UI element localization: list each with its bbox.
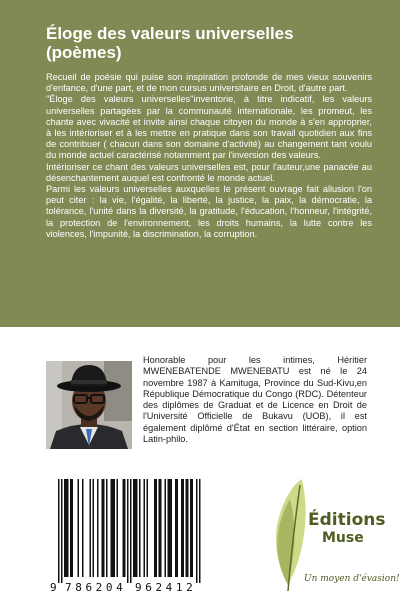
barcode-bar (78, 479, 80, 577)
book-title (46, 24, 372, 62)
barcode-bar (102, 479, 104, 577)
barcode-bar (183, 479, 185, 577)
barcode-bar (135, 479, 137, 577)
barcode-bar (154, 479, 156, 577)
barcode-bar (67, 479, 69, 577)
barcode-bar (127, 479, 129, 583)
barcode-bar (124, 479, 126, 577)
blurb-paragraph-3: Intérioriser ce chant des valeurs universelles est, pour l'auteur,une panacée au désenchantement auquel est confronté le monde actuel. (46, 161, 372, 183)
publisher-name-line2: Muse (322, 530, 364, 546)
publisher-feather-logo (258, 473, 400, 597)
barcode-bar (106, 479, 108, 577)
barcode-bar (58, 479, 60, 583)
barcode-bar (196, 479, 198, 583)
barcode-bar (66, 479, 68, 577)
barcode-bar (156, 479, 158, 577)
isbn-barcode (46, 475, 210, 595)
barcode-bar (97, 479, 99, 577)
barcode-bar (93, 479, 95, 577)
publisher-logo (258, 473, 400, 597)
barcode-bar (61, 479, 63, 583)
barcode-bar (139, 479, 141, 577)
barcode-bar (114, 479, 116, 577)
barcode-digits-group1: 786204 (65, 581, 127, 594)
barcode-digits-group2: 962412 (135, 581, 197, 594)
book-title-line2: (poèmes) (46, 43, 122, 62)
barcode-bar (190, 479, 192, 577)
barcode-bar (82, 479, 84, 577)
barcode-bar (103, 479, 105, 577)
barcode-digit-first: 9 (50, 581, 57, 594)
barcode-bar (192, 479, 194, 577)
barcode-bar (165, 479, 167, 577)
author-portrait-illustration (46, 361, 132, 449)
barcode-bar (64, 479, 66, 577)
barcode-bar (171, 479, 173, 577)
barcode-bar (160, 479, 162, 577)
author-section (0, 327, 400, 600)
author-photo (46, 361, 132, 449)
barcode-bar (169, 479, 171, 577)
barcode-bar (187, 479, 189, 577)
barcode-bar (70, 479, 72, 577)
barcode-bar (199, 479, 201, 583)
barcode-bar (130, 479, 132, 583)
barcode-bar (111, 479, 113, 577)
barcode-bar (186, 479, 188, 577)
barcode-bar (72, 479, 74, 577)
barcode-bar (136, 479, 138, 577)
blurb-text (46, 72, 372, 240)
publisher-name-line1: Éditions (308, 510, 386, 530)
blurb-paragraph-4: Parmi les valeurs universelles auxquelles le présent ouvrage fait allusion l'on peut citer : la vie, l'égalité, la liberté, la justice, la paix, la démocratie, la tolérance, l'unité dans la diversité, la gratitude, l'éducation, l'honneur, l'intégrité, la protection de l'environnement, les droits humains, la lutte contre les violences, l'impunité, la discrimination, la corruption. (46, 184, 372, 239)
barcode-bar (168, 479, 170, 577)
barcode-bar (177, 479, 179, 577)
barcode-bar (147, 479, 149, 577)
barcode-bar (117, 479, 119, 577)
barcode-bar (181, 479, 183, 577)
barcode-bar (144, 479, 146, 577)
publisher-slogan: Un moyen d'évasion! (304, 574, 400, 584)
barcode-bar (159, 479, 161, 577)
barcode-bar (112, 479, 114, 577)
author-bio: Honorable pour les intimes, Héritier MWENEBATENDE MWENEBATU est né le 24 novembre 1987 à Kamituga, Province du Sud-Kivu,en République Démocratique du Congo (RDC). Détenteur des diplômes de Graduat et de Licence en Droit de l'Université Officielle de Bukavu (UOB), il est également diplômé d'État en section littéraire, option Latin-philo. (143, 355, 367, 445)
blurb-paragraph-2: "Éloge des valeurs universelles"inventorie, à titre indicatif, les valeurs universelles partagées par la communauté internationale, les promeut, les chante avec vivacité et invite ainsi chaque citoyen du monde à s'en approprier, à les intérioriser et à les mettre en pratique dans son travail quotidien aux fins de contribuer ( chacun dans son domaine d'activité) au changement tant voulu du monde actuel caractérisé notamment par l'inversion des valeurs. (46, 94, 372, 161)
barcode-bar (175, 479, 177, 577)
barcode-bar (90, 479, 92, 577)
barcode-bar (133, 479, 135, 577)
barcode-bar (123, 479, 125, 577)
book-title-line1: Éloge des valeurs universelles (46, 24, 294, 43)
barcode-graphic (46, 475, 210, 595)
blurb-paragraph-1: Recueil de poésie qui puise son inspiration profonde de mes vieux souvenirs d'enfance, d'une part, et de mon cursus universitaire en Droit, d'autre part. (46, 72, 372, 94)
